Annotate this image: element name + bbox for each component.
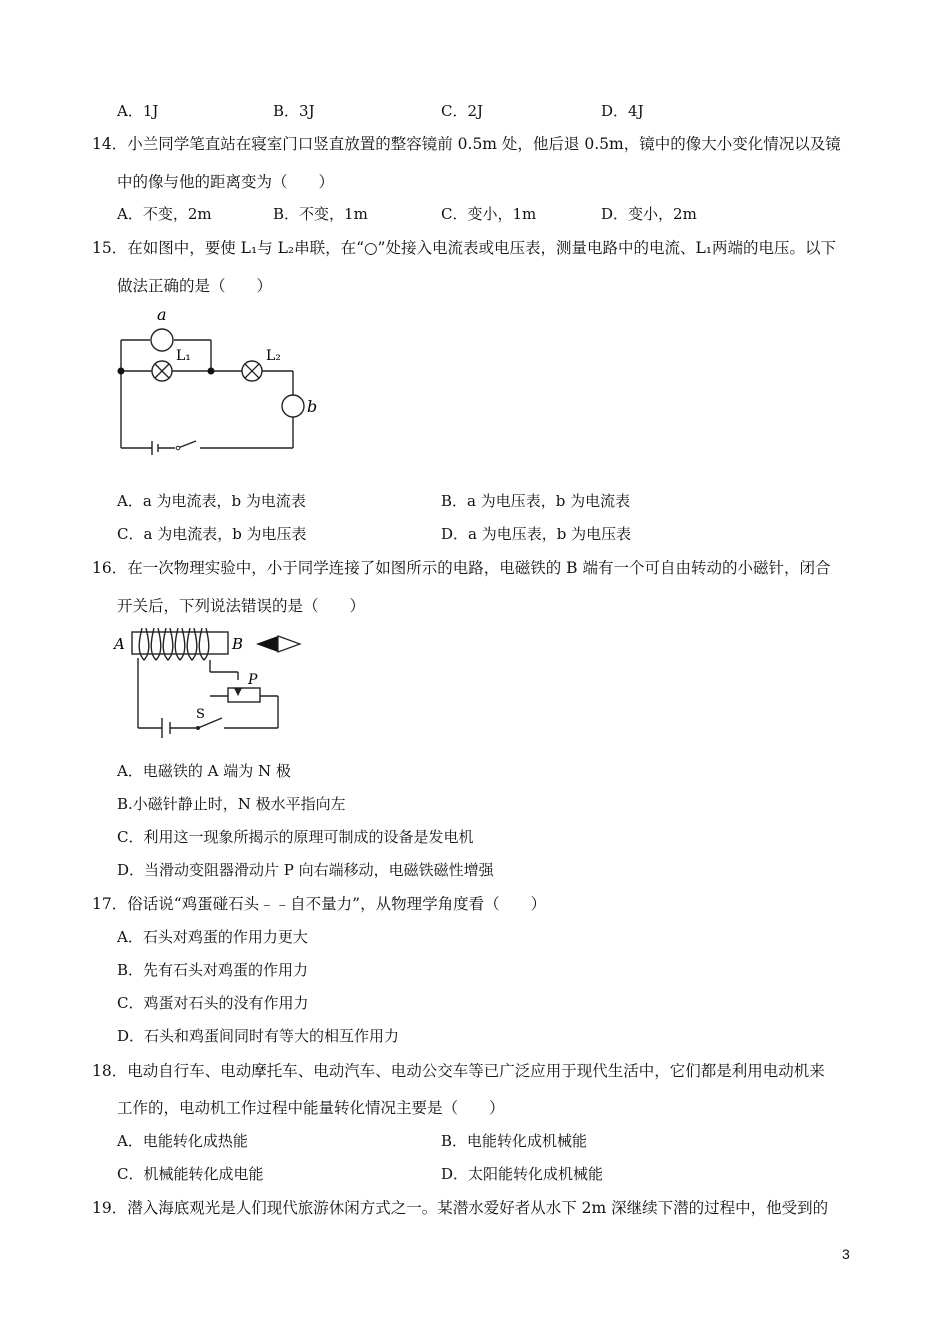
- q16-option-b: B.小磁针静止时，N 极水平指向左: [117, 795, 346, 813]
- q14-option-b: B．不变，1m: [273, 205, 368, 223]
- q13-option-a: A．1J: [117, 102, 159, 120]
- q18-option-b: B．电能转化成机械能: [441, 1132, 588, 1150]
- q16-option-c: C．利用这一现象所揭示的原理可制成的设备是发电机: [117, 828, 474, 846]
- q18-stem-line2: 工作的，电动机工作过程中能量转化情况主要是（ ）: [117, 1099, 505, 1117]
- q13-option-c: C．2J: [441, 102, 484, 120]
- page-number: 3: [842, 1246, 850, 1262]
- lamp-l2-icon: [242, 361, 262, 381]
- q15-option-c: C．a 为电流表，b 为电压表: [117, 525, 307, 543]
- q16-option-a: A．电磁铁的 A 端为 N 极: [117, 762, 291, 780]
- label-S: S: [196, 707, 205, 722]
- q18-stem-line1: 18．电动自行车、电动摩托车、电动汽车、电动公交车等已广泛应用于现代生活中，它们都是利用电动机来: [92, 1062, 825, 1080]
- q16-stem-line1: 16．在一次物理实验中，小于同学连接了如图所示的电路，电磁铁的 B 端有一个可自由转动的小磁针，闭合: [92, 559, 831, 577]
- q15-option-a: A．a 为电流表，b 为电流表: [117, 492, 306, 510]
- lamp-l1-icon: [152, 361, 172, 381]
- q17-option-b: B．先有石头对鸡蛋的作用力: [117, 961, 309, 979]
- q14-stem-line2: 中的像与他的距离变为（ ）: [117, 173, 335, 191]
- compass-needle-icon: [256, 636, 300, 652]
- q17-option-c: C．鸡蛋对石头的没有作用力: [117, 994, 309, 1012]
- q14-option-c: C．变小，1m: [441, 205, 537, 223]
- q14-stem-line1: 14．小兰同学笔直站在寝室门口竖直放置的整容镜前 0.5m 处，他后退 0.5m，镜中的像大小变化情况以及镜: [92, 135, 841, 153]
- label-l1: L₁: [176, 348, 191, 364]
- q15-stem-line2: 做法正确的是（ ）: [117, 277, 273, 295]
- label-A: A: [114, 635, 125, 653]
- label-b: b: [307, 397, 318, 416]
- q16-option-d: D．当滑动变阻器滑动片 P 向右端移动，电磁铁磁性增强: [117, 861, 494, 879]
- q15-stem-line1: 15．在如图中，要使 L₁与 L₂串联，在“○”处接入电流表或电压表，测量电路中的电流、L₁两端的电压。以下: [92, 239, 836, 257]
- q18-option-a: A．电能转化成热能: [117, 1132, 248, 1150]
- q18-option-d: D．太阳能转化成机械能: [441, 1165, 604, 1183]
- q14-option-a: A．不变，2m: [117, 205, 212, 223]
- meter-a: [151, 329, 173, 351]
- q15-option-d: D．a 为电压表，b 为电压表: [441, 525, 632, 543]
- label-P: P: [248, 672, 258, 688]
- label-a: a: [157, 305, 167, 324]
- label-l2: L₂: [266, 348, 281, 364]
- label-B: B: [232, 635, 244, 653]
- q19-stem-line1: 19．潜入海底观光是人们现代旅游休闲方式之一。某潜水爱好者从水下 2m 深继续下潜的过程中，他受到的: [92, 1199, 829, 1217]
- q16-stem-line2: 开关后，下列说法错误的是（ ）: [117, 597, 366, 615]
- q13-option-b: B．3J: [273, 102, 315, 120]
- q13-option-d: D．4J: [601, 102, 644, 120]
- meter-b: [282, 395, 304, 417]
- q18-option-c: C．机械能转化成电能: [117, 1165, 264, 1183]
- q17-stem-line1: 17．俗话说“鸡蛋碰石头﹣﹣自不量力”，从物理学角度看（ ）: [92, 895, 547, 913]
- q15-option-b: B．a 为电压表，b 为电流表: [441, 492, 631, 510]
- q15-circuit-diagram: [110, 300, 340, 460]
- q17-option-a: A．石头对鸡蛋的作用力更大: [117, 928, 308, 946]
- q14-option-d: D．变小，2m: [601, 205, 697, 223]
- q16-electromagnet-diagram: [110, 624, 310, 748]
- q17-option-d: D．石头和鸡蛋间同时有等大的相互作用力: [117, 1027, 400, 1045]
